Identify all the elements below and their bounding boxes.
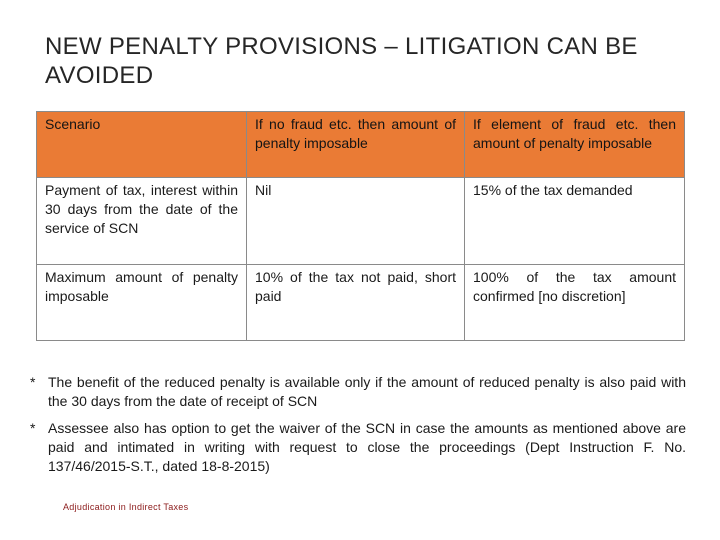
table-cell-fraud: 15% of the tax demanded (465, 178, 685, 265)
table-row (37, 178, 685, 265)
table-row (37, 265, 685, 341)
table-cell-fraud: 100% of the tax amount confirmed [no discretion] (465, 265, 685, 341)
footnote-text: The benefit of the reduced penalty is available only if the amount of reduced penalty is also paid with the 30 days from the date of receipt of SCN (48, 374, 686, 409)
header-no-fraud: If no fraud etc. then amount of penalty imposable (247, 112, 465, 178)
footnote-list (30, 373, 686, 484)
table-header-row (37, 112, 685, 178)
footnote-text: Assessee also has option to get the waiver of the SCN in case the amounts as mentioned above are paid and intimated in writing with request to close the proceedings (Dept Instruction F. No. 137/46/2015-S.T., dated 18-8-2015) (48, 420, 686, 474)
table-cell-scenario: Payment of tax, interest within 30 days from the date of the service of SCN (37, 178, 247, 265)
slide-title: NEW PENALTY PROVISIONS – LITIGATION CAN BE AVOIDED (45, 33, 638, 89)
asterisk-bullet: * (30, 374, 36, 390)
header-fraud: If element of fraud etc. then amount of penalty imposable (465, 112, 685, 178)
footnote-item (30, 419, 686, 476)
footnote-item (30, 373, 686, 411)
penalty-table (36, 111, 685, 341)
table-cell-no-fraud: 10% of the tax not paid, short paid (247, 265, 465, 341)
footer-label: Adjudication in Indirect Taxes (63, 502, 189, 512)
table-cell-scenario: Maximum amount of penalty imposable (37, 265, 247, 341)
header-scenario: Scenario (37, 112, 247, 178)
asterisk-bullet: * (30, 420, 36, 436)
table-cell-no-fraud: Nil (247, 178, 465, 265)
